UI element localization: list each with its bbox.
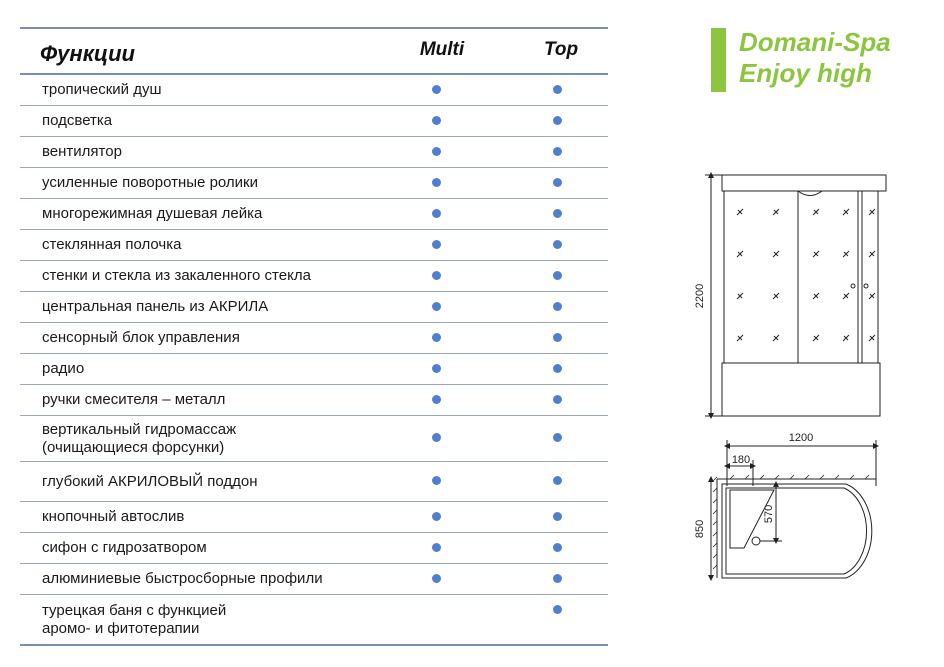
tray-outline bbox=[722, 484, 872, 578]
door-handle-2 bbox=[864, 284, 868, 288]
brand-name: Domani-Spa bbox=[739, 27, 891, 57]
feature-label-line: многорежимная душевая лейка bbox=[42, 205, 263, 222]
feature-label-line: усиленные поворотные ролики bbox=[42, 174, 258, 191]
feature-label-line: кнопочный автослив bbox=[42, 508, 185, 525]
cabin-roof bbox=[722, 175, 886, 191]
glass-star-icon bbox=[813, 251, 819, 257]
cabin-shower-head bbox=[798, 191, 822, 196]
feature-label-line: стенки и стекла из закаленного стекла bbox=[42, 267, 311, 284]
feature-label-line: глубокий АКРИЛОВЫЙ поддон bbox=[42, 473, 258, 490]
glass-star-icon bbox=[869, 209, 875, 215]
glass-star-icon bbox=[813, 209, 819, 215]
cabin-tray bbox=[722, 363, 880, 416]
header-top: Top bbox=[543, 39, 579, 60]
glass-star-icon bbox=[813, 293, 819, 299]
dim-depth-label: 850 bbox=[694, 519, 706, 539]
header-functions: Функции bbox=[40, 41, 135, 66]
feature-label-line: (очищающиеся форсунки) bbox=[42, 439, 225, 456]
brand-slogan: Enjoy high bbox=[739, 58, 872, 88]
feature-label-line: сенсорный блок управления bbox=[42, 329, 240, 346]
glass-star-icon bbox=[773, 251, 779, 257]
glass-star-icon bbox=[737, 209, 743, 215]
glass-star-icon bbox=[843, 335, 849, 341]
feature-label-line: турецкая баня с функцией bbox=[42, 602, 227, 619]
feature-label-line: стеклянная полочка bbox=[42, 236, 182, 253]
dim-180-label: 180 bbox=[731, 454, 751, 466]
feature-label-line: вертикальный гидромассаж bbox=[42, 421, 237, 438]
feature-label-line: алюминиевые быстросборные профили bbox=[42, 570, 323, 587]
feature-label-line: тропический душ bbox=[42, 81, 162, 98]
glass-star-icon bbox=[869, 335, 875, 341]
glass-star-icon bbox=[773, 209, 779, 215]
glass-star-icon bbox=[843, 293, 849, 299]
glass-star-icon bbox=[843, 209, 849, 215]
front-view bbox=[705, 175, 886, 416]
feature-label-line: ручки смесителя – металл bbox=[42, 391, 226, 408]
glass-star-icon bbox=[737, 335, 743, 341]
feature-label-line: вентилятор bbox=[42, 143, 122, 160]
glass-star-icon bbox=[869, 293, 875, 299]
dim-570-label: 570 bbox=[763, 504, 775, 524]
glass-star-icon bbox=[869, 251, 875, 257]
feature-label-line: аромо- и фитотерапии bbox=[42, 620, 200, 637]
glass-pattern bbox=[737, 209, 875, 341]
door-handle-1 bbox=[851, 284, 855, 288]
glass-star-icon bbox=[843, 251, 849, 257]
feature-label-line: подсветка bbox=[42, 112, 113, 129]
dim-width-label: 1200 bbox=[788, 432, 814, 444]
header-multi: Multi bbox=[419, 39, 465, 60]
glass-star-icon bbox=[737, 251, 743, 257]
feature-label-line: центральная панель из АКРИЛА bbox=[42, 298, 269, 315]
feature-label-line: радио bbox=[42, 360, 85, 377]
drain bbox=[752, 537, 760, 545]
glass-star-icon bbox=[813, 335, 819, 341]
glass-star-icon bbox=[737, 293, 743, 299]
glass-star-icon bbox=[773, 335, 779, 341]
feature-label-line: сифон с гидрозатвором bbox=[42, 539, 207, 556]
tray-inner bbox=[726, 488, 867, 574]
cabin-glass bbox=[724, 191, 878, 363]
dim-height-label: 2200 bbox=[694, 283, 706, 309]
glass-star-icon bbox=[773, 293, 779, 299]
